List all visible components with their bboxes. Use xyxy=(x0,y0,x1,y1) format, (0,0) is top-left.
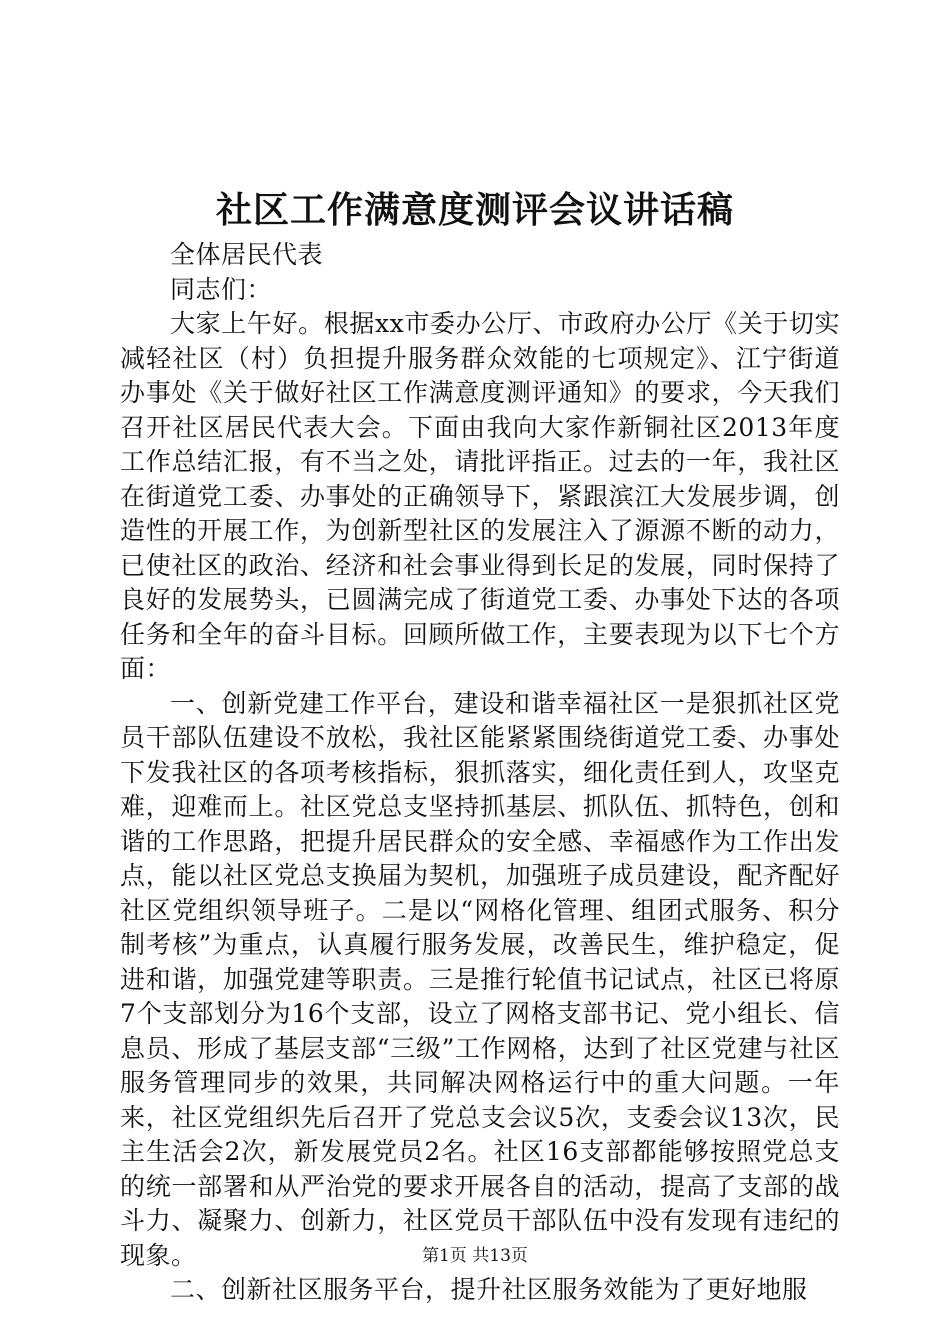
greeting-paragraph: 同志们： xyxy=(170,274,273,304)
document-title: 社区工作满意度测评会议讲话稿 xyxy=(215,189,734,231)
body-paragraph: 一、创新党建工作平台，建设和谐幸福社区一是狠抓社区党员干部队伍建设不放松，我社区能紧紧围绕街道党工委、办事处下发我社区的各项考核指标，狠抓落实，细化责任到人，攻坚克难，迎难而上。社区党总支坚持抓基层、抓队伍、抓特色，创和谐的工作思路，把提升居民群众的安全感、幸福感作为工作出发点，能以社区党总支换届为契机，加强班子成员建设，配齐配好社区党组织领导班子。二是以“网格化管理、组团式服务、积分制考核”为重点，认真履行服务发展，改善民生，维护稳定，促进和谐，加强党建等职责。三是推行轮值书记试点，社区已将原7个支部划分为16个支部，设立了网格支部书记、党小组长、信息员、形成了基层支部“三级”工作网格，达到了社区党建与社区服务管理同步的效果，共同解决网格运行中的重大问题。一年来，社区党组织先后召开了党总支会议5次，支委会议13次，民主生活会2次，新发展党员2名。社区16支部都能够按照党总支的统一部署和从严治党的要求开展各自的活动，提高了支部的战斗力、凝聚力、创新力，社区党员干部队伍中没有发现有违纪的现象。 xyxy=(120,688,840,1270)
document-body xyxy=(120,238,840,1308)
salutation-paragraph: 全体居民代表 xyxy=(170,240,324,269)
body-paragraph: 大家上午好。根据xx市委办公厅、市政府办公厅《关于切实减轻社区（村）负担提升服务群众效能的七项规定》、江宁街道办事处《关于做好社区工作满意度测评通知》的要求，今天我们召开社区居民代表大会。下面由我向大家作新铜社区2013年度工作总结汇报，有不当之处，请批评指正。过去的一年，我社区在街道党工委、办事处的正确领导下，紧跟滨江大发展步调，创造性的开展工作，为创新型社区的发展注入了源源不断的动力，已使社区的政治、经济和社会事业得到长足的发展，同时保持了良好的发展势头，已圆满完成了街道党工委、办事处下达的各项任务和全年的奋斗目标。回顾所做工作，主要表现为以下七个方面： xyxy=(120,309,840,683)
page-number-footer: 第1页 共13页 xyxy=(422,1246,528,1266)
body-paragraph: 二、创新社区服务平台，提升社区服务效能为了更好地服 xyxy=(170,1275,808,1304)
